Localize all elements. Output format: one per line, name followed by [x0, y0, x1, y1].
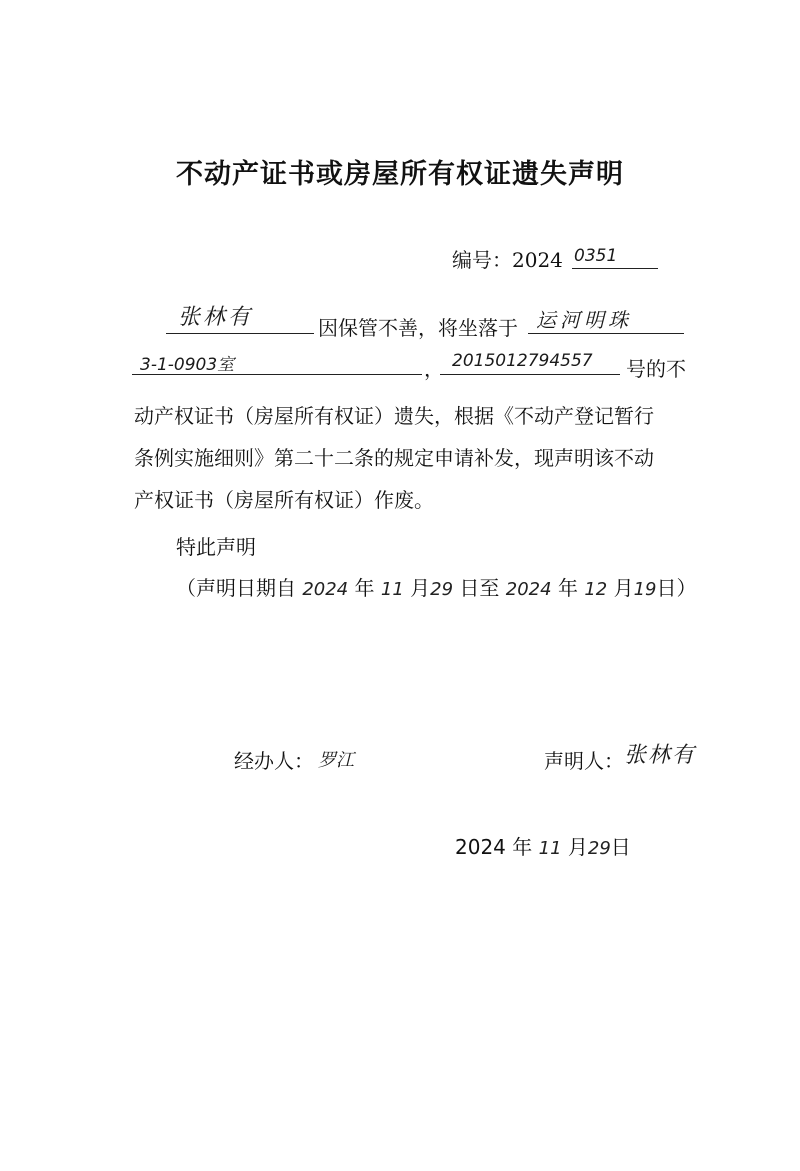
location-handwritten: 运河明珠 [536, 308, 632, 332]
cert-no-underline [440, 374, 620, 375]
period-start-day: 29 [430, 579, 454, 600]
signing-date [455, 831, 631, 860]
number-row [452, 244, 563, 273]
location-underline [528, 333, 684, 334]
date-year-label: 年 [512, 835, 533, 859]
line2-comma: ， [424, 357, 444, 381]
period-start-month: 11 [380, 579, 404, 600]
owner-name-handwritten: 张林有 [178, 305, 254, 330]
period-month-label-2: 月 [613, 576, 634, 600]
period-mid: 日至 [459, 576, 500, 600]
date-day-label: 日 [610, 835, 631, 859]
period-end-year: 2024 [505, 579, 552, 600]
cert-no-handwritten: 2015012794557 [452, 351, 593, 371]
page-title: 不动产证书或房屋所有权证遗失声明 [176, 159, 624, 190]
line1-text: 因保管不善，将坐落于 [318, 316, 518, 340]
date-month: 11 [538, 838, 562, 859]
period-close: 日） [656, 576, 697, 600]
paragraph-line-4: 条例实施细则》第二十二条的规定申请补发，现声明该不动 [134, 446, 654, 470]
room-handwritten: 3-1-0903室 [140, 355, 235, 375]
special-statement: 特此声明 [176, 535, 256, 559]
number-handwritten-suffix: 0351 [574, 246, 618, 266]
period-year-label-1: 年 [354, 576, 375, 600]
period-end-month: 12 [584, 579, 608, 600]
date-day: 29 [587, 838, 611, 859]
number-underline [572, 268, 658, 269]
date-year: 2024 [455, 835, 506, 859]
period-open: （声明日期自 [176, 576, 296, 600]
room-underline [132, 374, 422, 375]
date-month-label: 月 [567, 835, 588, 859]
declaration-period [176, 572, 696, 601]
paragraph-line-5: 产权证书（房屋所有权证）作废。 [134, 488, 434, 512]
period-end-day: 19 [633, 579, 657, 600]
number-label: 编号： [452, 248, 512, 272]
period-start-year: 2024 [302, 579, 349, 600]
line2-text: 号的不 [626, 357, 686, 381]
paragraph-line-3: 动产权证书（房屋所有权证）遗失，根据《不动产登记暂行 [134, 404, 654, 428]
handler-label: 经办人： [234, 749, 314, 773]
number-prefix: 2024 [512, 248, 563, 272]
handler-signature: 罗江 [318, 750, 354, 771]
period-year-label-2: 年 [557, 576, 578, 600]
declarant-label: 声明人： [544, 749, 624, 773]
declarant-signature: 张林有 [624, 743, 697, 768]
period-month-label-1: 月 [410, 576, 431, 600]
owner-name-underline [166, 333, 314, 334]
